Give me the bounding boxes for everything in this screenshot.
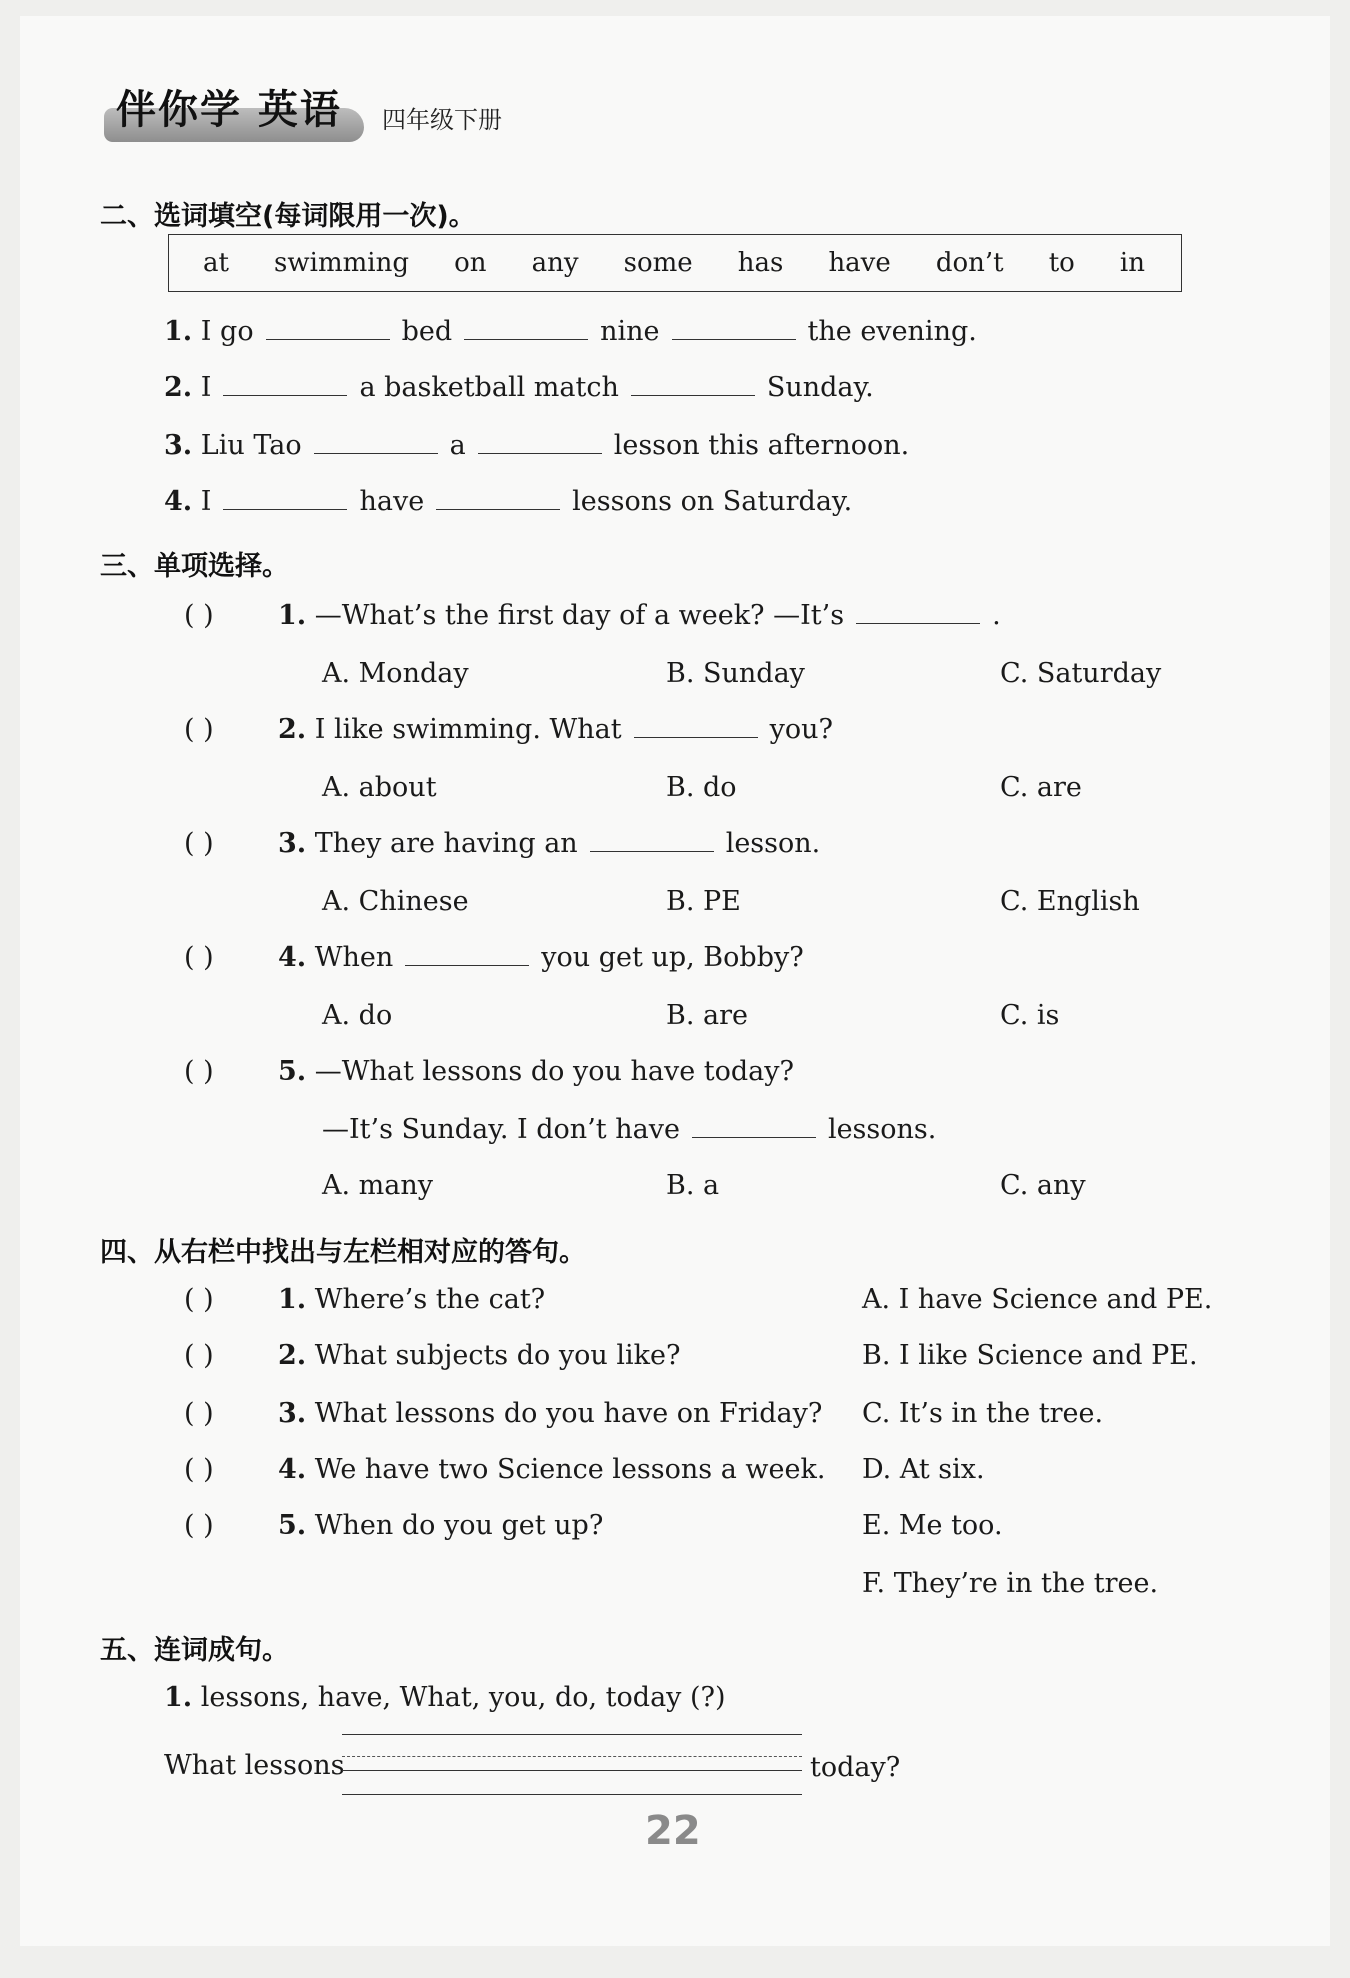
question-number: 1. — [164, 1682, 193, 1713]
question-text: —What’s the first day of a week? —It’s — [314, 600, 845, 631]
page-number: 22 — [645, 1808, 701, 1854]
question-number: 1. — [278, 600, 307, 631]
question-text: Sunday. — [766, 372, 874, 403]
answer-parentheses[interactable]: ( ) — [184, 600, 214, 631]
question-text: have — [359, 486, 425, 517]
option-c: C. Saturday — [1000, 658, 1162, 689]
match-answer: C. It’s in the tree. — [862, 1398, 1104, 1429]
question-number: 4. — [278, 942, 307, 973]
answer-parentheses[interactable]: ( ) — [184, 1284, 214, 1315]
answer-blank[interactable] — [634, 715, 758, 738]
question-number: 5. — [278, 1056, 307, 1087]
writing-line[interactable] — [342, 1770, 802, 1771]
question-text: When — [314, 942, 394, 973]
answer-blank[interactable] — [631, 373, 755, 396]
section-4-title: 四、从右栏中找出与左栏相对应的答句。 — [100, 1237, 586, 1268]
answer-blank[interactable] — [672, 317, 796, 340]
option-a: A. many — [322, 1170, 434, 1201]
question-number: 5. — [278, 1510, 307, 1541]
question-text: . — [992, 600, 1001, 631]
question-number: 2. — [278, 714, 307, 745]
option-c: C. English — [1000, 886, 1140, 917]
word-item: swimming — [274, 248, 409, 278]
answer-parentheses[interactable]: ( ) — [184, 1340, 214, 1371]
option-a: A. Monday — [322, 658, 469, 689]
question-number: 3. — [164, 430, 193, 461]
answer-parentheses[interactable]: ( ) — [184, 1398, 214, 1429]
question-text: bed — [401, 316, 453, 347]
sentence-start: What lessons — [164, 1750, 345, 1781]
match-answer: A. I have Science and PE. — [862, 1284, 1213, 1315]
question-number: 1. — [164, 316, 193, 347]
option-b: B. a — [666, 1170, 720, 1201]
question-number: 4. — [278, 1454, 307, 1485]
answer-blank[interactable] — [266, 317, 390, 340]
question-number: 3. — [278, 828, 307, 859]
answer-blank[interactable] — [314, 431, 438, 454]
reorder-question-1 — [164, 1682, 726, 1713]
answer-blank[interactable] — [223, 373, 347, 396]
question-text: lesson this afternoon. — [613, 430, 910, 461]
choice-question-5-line-2 — [322, 1114, 936, 1145]
answer-parentheses[interactable]: ( ) — [184, 942, 214, 973]
sentence-end: today? — [810, 1752, 901, 1783]
question-text: a basketball match — [359, 372, 619, 403]
match-answer: B. I like Science and PE. — [862, 1340, 1198, 1371]
fill-question-1 — [164, 316, 977, 347]
question-text: you get up, Bobby? — [541, 942, 804, 973]
question-number: 3. — [278, 1398, 307, 1429]
option-b: B. do — [666, 772, 737, 803]
question-text: —It’s Sunday. I don’t have — [322, 1114, 680, 1145]
question-text: When do you get up? — [314, 1510, 604, 1541]
match-question-1 — [278, 1284, 545, 1315]
question-number: 1. — [278, 1284, 307, 1315]
word-item: on — [454, 248, 487, 278]
question-text: —What lessons do you have today? — [314, 1056, 794, 1087]
word-item: to — [1048, 248, 1075, 278]
match-question-3 — [278, 1398, 822, 1429]
answer-parentheses[interactable]: ( ) — [184, 1510, 214, 1541]
match-answer: E. Me too. — [862, 1510, 1003, 1541]
question-text: I — [200, 372, 212, 403]
answer-blank[interactable] — [478, 431, 602, 454]
match-question-4 — [278, 1454, 825, 1485]
question-text: They are having an — [314, 828, 578, 859]
option-b: B. PE — [666, 886, 741, 917]
option-c: C. is — [1000, 1000, 1060, 1031]
option-b: B. Sunday — [666, 658, 805, 689]
writing-line[interactable] — [342, 1794, 802, 1795]
question-text: I — [200, 486, 212, 517]
question-text: lessons on Saturday. — [572, 486, 853, 517]
choice-question-5 — [278, 1056, 794, 1087]
book-subtitle: 四年级下册 — [382, 106, 502, 134]
choice-question-2 — [278, 714, 833, 745]
answer-blank[interactable] — [223, 487, 347, 510]
match-question-2 — [278, 1340, 680, 1371]
word-item: have — [828, 248, 891, 278]
word-item: don’t — [935, 248, 1004, 278]
question-text: What lessons do you have on Friday? — [314, 1398, 823, 1429]
question-text: I go — [200, 316, 254, 347]
section-2-title: 二、选词填空(每词限用一次)。 — [100, 201, 476, 232]
question-number: 2. — [278, 1340, 307, 1371]
option-a: A. about — [322, 772, 437, 803]
word-bank — [168, 234, 1182, 292]
word-item: at — [203, 248, 229, 278]
answer-blank[interactable] — [692, 1115, 816, 1138]
word-item: in — [1119, 248, 1145, 278]
writing-line[interactable] — [342, 1734, 802, 1735]
option-a: A. Chinese — [322, 886, 469, 917]
choice-question-1 — [278, 600, 1001, 631]
question-text: Where’s the cat? — [314, 1284, 546, 1315]
fill-question-2 — [164, 372, 874, 403]
section-3-title: 三、单项选择。 — [100, 551, 289, 582]
question-text: We have two Science lessons a week. — [314, 1454, 826, 1485]
answer-parentheses[interactable]: ( ) — [184, 1056, 214, 1087]
answer-parentheses[interactable]: ( ) — [184, 1454, 214, 1485]
choice-question-4 — [278, 942, 804, 973]
option-c: C. are — [1000, 772, 1082, 803]
option-b: B. are — [666, 1000, 748, 1031]
writing-line-dashed[interactable] — [342, 1756, 802, 1757]
fill-question-4 — [164, 486, 852, 517]
question-text: lessons. — [827, 1114, 937, 1145]
match-answer: F. They’re in the tree. — [862, 1568, 1159, 1599]
word-item: any — [531, 248, 579, 278]
brand-title: 伴你学 英语 — [116, 87, 342, 133]
question-text: lesson. — [725, 828, 821, 859]
question-text: What subjects do you like? — [314, 1340, 681, 1371]
answer-blank[interactable] — [464, 317, 588, 340]
question-text: lessons, have, What, you, do, today (?) — [200, 1682, 726, 1713]
question-text: Liu Tao — [200, 430, 302, 461]
answer-parentheses[interactable]: ( ) — [184, 714, 214, 745]
option-a: A. do — [322, 1000, 393, 1031]
section-5-title: 五、连词成句。 — [100, 1635, 289, 1666]
answer-blank[interactable] — [590, 829, 714, 852]
match-question-5 — [278, 1510, 603, 1541]
question-text: the evening. — [807, 316, 977, 347]
question-text: you? — [769, 714, 833, 745]
question-text: nine — [600, 316, 660, 347]
question-text: I like swimming. What — [314, 714, 622, 745]
option-c: C. any — [1000, 1170, 1086, 1201]
question-number: 2. — [164, 372, 193, 403]
word-item: has — [737, 248, 784, 278]
worksheet-page — [20, 16, 1330, 1946]
choice-question-3 — [278, 828, 820, 859]
fill-question-3 — [164, 430, 909, 461]
question-number: 4. — [164, 486, 193, 517]
match-answer: D. At six. — [862, 1454, 985, 1485]
answer-parentheses[interactable]: ( ) — [184, 828, 214, 859]
answer-blank[interactable] — [405, 943, 529, 966]
question-text: a — [449, 430, 466, 461]
answer-blank[interactable] — [436, 487, 560, 510]
word-item: some — [623, 248, 693, 278]
answer-blank[interactable] — [856, 601, 980, 624]
